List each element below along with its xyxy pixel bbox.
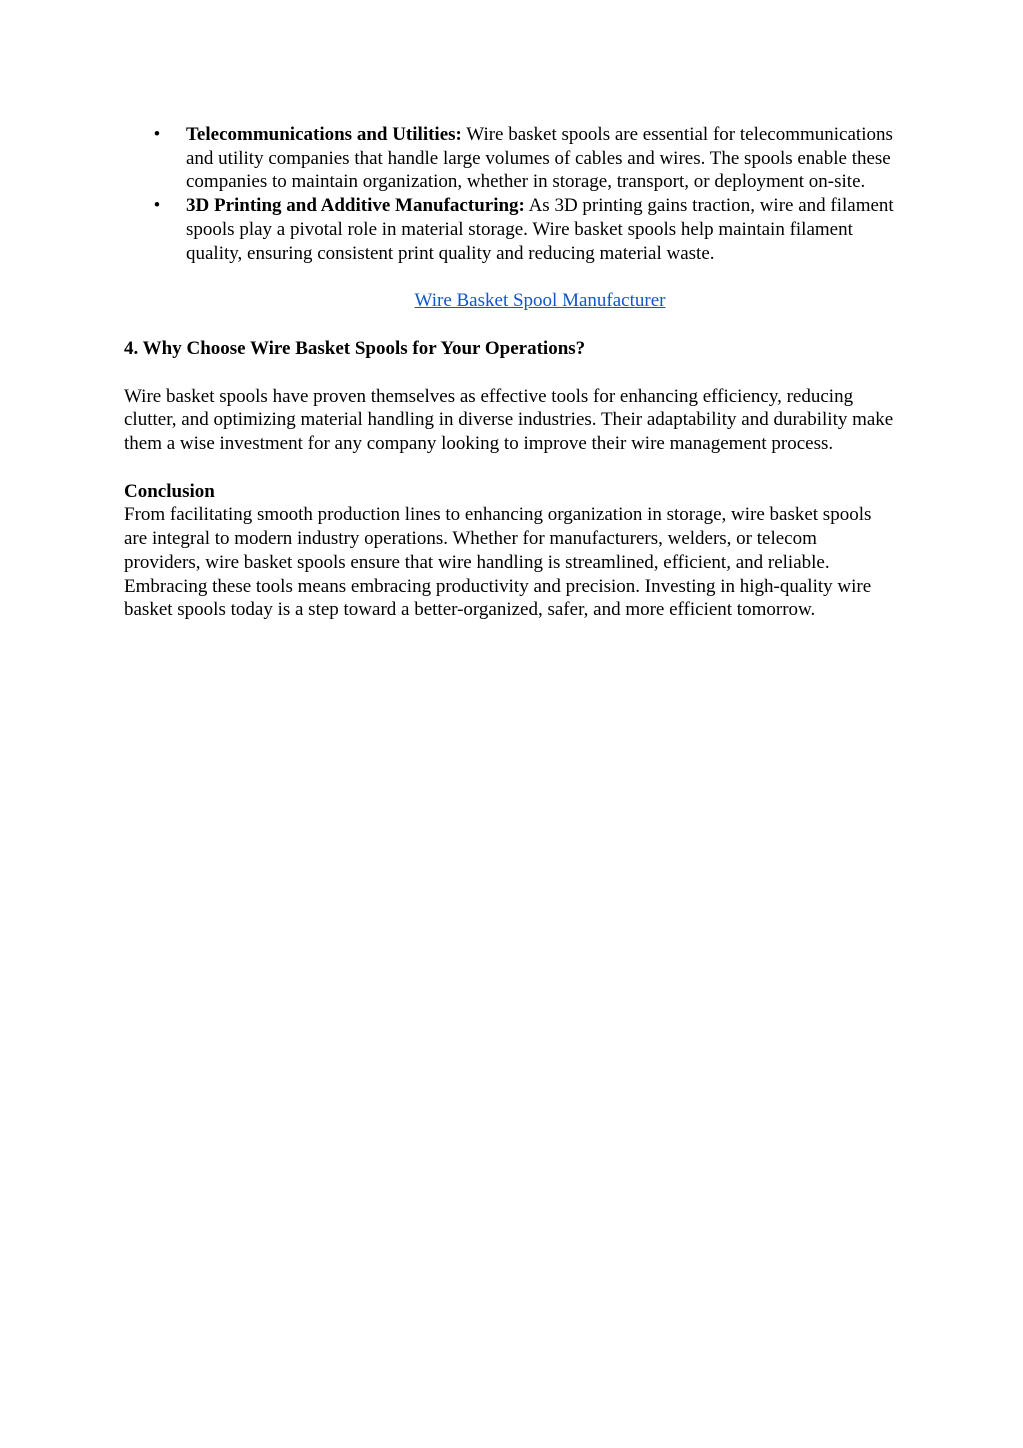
industry-bullet-list (124, 123, 894, 265)
bullet-icon: • (153, 124, 161, 145)
document-page (124, 123, 894, 622)
bullet-item-3d-printing (124, 194, 894, 265)
section-heading: 4. Why Choose Wire Basket Spools for Your Operations? (124, 337, 586, 359)
bullet-text: As 3D printing gains traction, wire and filament spools play a pivotal role in material storage. Wire basket spools help maintain filament quality, ensuring consistent print quality and reducing material waste. (186, 195, 894, 264)
bullet-item-telecommunications (124, 123, 894, 194)
conclusion-heading: Conclusion (124, 480, 215, 502)
section-paragraph: Wire basket spools have proven themselves as effective tools for enhancing efficiency, reducing clutter, and optimizing material handling in diverse industries. Their adaptability and durability make them a wise investment for any company looking to improve their wire management process. (124, 385, 894, 455)
link-row (124, 289, 894, 313)
bullet-text: Wire basket spools are essential for telecommunications and utility companies that handle large volumes of cables and wires. The spools enable these companies to maintain organization, whether in storage, transport, or deployment on-site. (186, 124, 893, 193)
bullet-term: Telecommunications and Utilities: (186, 124, 462, 145)
manufacturer-link[interactable]: Wire Basket Spool Manufacturer (414, 290, 666, 312)
bullet-term: 3D Printing and Additive Manufacturing: (186, 195, 525, 217)
bullet-icon: • (153, 195, 161, 217)
conclusion-paragraph: From facilitating smooth production lines to enhancing organization in storage, wire basket spools are integral to modern industry operations. Whether for manufacturers, welders, or telecom providers, wire basket spools ensure that wire handling is streamlined, efficient, and reliable. Embracing these tools means embracing productivity and precision. Investing in high-quality wire basket spools today is a step toward a better-organized, safer, and more efficient tomorrow. (124, 504, 872, 621)
